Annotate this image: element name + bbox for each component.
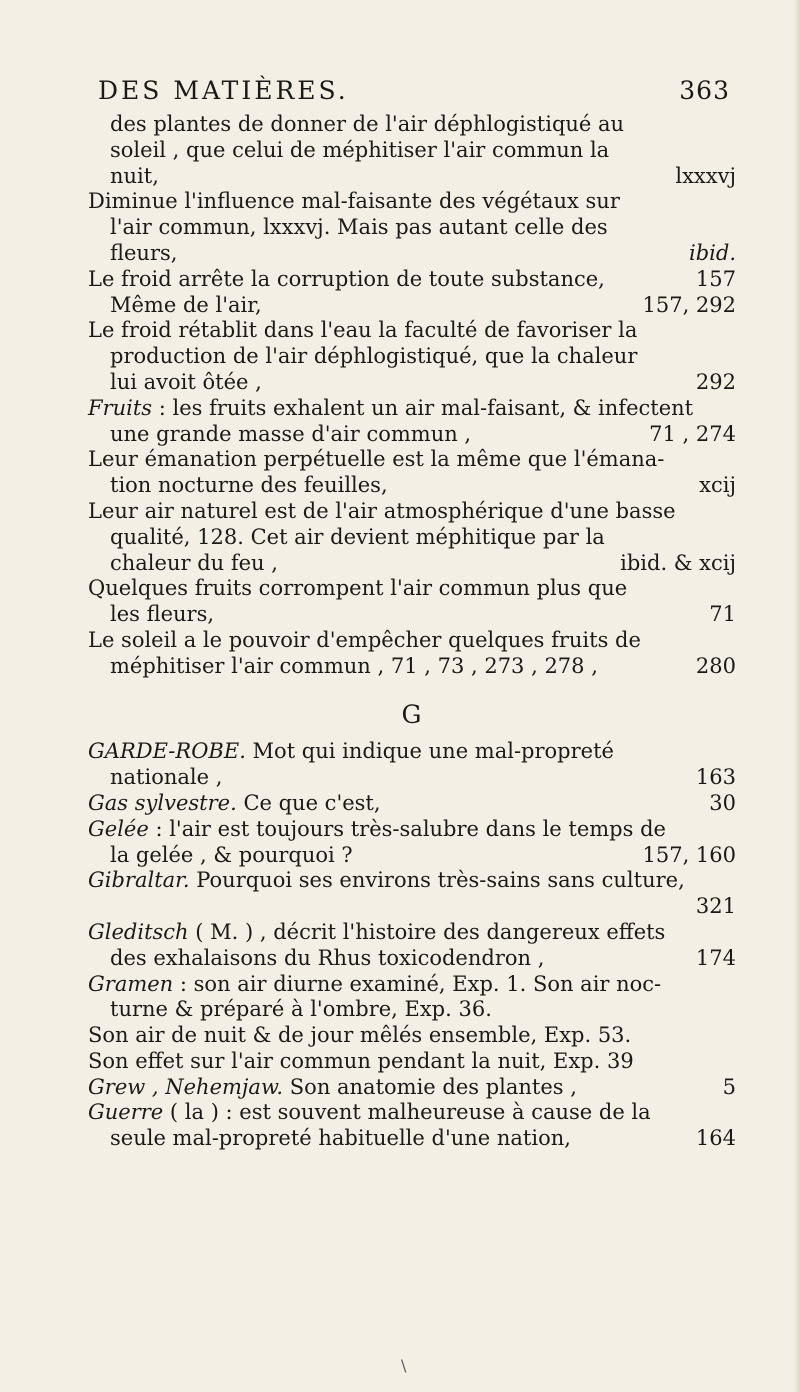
entry-keyword: Gibraltar. <box>88 868 190 893</box>
page-reference: 5 <box>722 1074 736 1099</box>
entry-text: Ce que c'est, <box>236 790 381 815</box>
index-entries <box>88 112 736 1152</box>
line-text: chaleur du feu , <box>110 550 278 575</box>
index-line <box>88 344 736 370</box>
page-reference: ibid. <box>689 240 736 265</box>
line-text: Son air de nuit & de jour mêlés ensemble, Exp. 53. <box>88 1023 632 1048</box>
entry-text: ( M. ) , décrit l'histoire des dangereux effets <box>188 919 666 944</box>
index-line <box>88 654 736 680</box>
index-line <box>88 318 736 344</box>
running-header <box>98 76 730 116</box>
line-text: production de l'air déphlogistiqué, que la chaleur <box>110 344 638 369</box>
index-line <box>88 602 736 628</box>
page-reference: 71 <box>709 602 736 627</box>
line-text: qualité, 128. Cet air devient méphitique par la <box>110 524 605 549</box>
index-line <box>88 791 736 817</box>
line-text: fleurs, <box>110 240 178 265</box>
line-text: seule mal-propreté habituelle d'une nation, <box>110 1126 571 1151</box>
line-text: Le soleil a le pouvoir d'empêcher quelques fruits de <box>88 627 641 652</box>
index-line <box>88 1100 736 1126</box>
line-text <box>88 396 693 422</box>
line-text <box>88 920 665 946</box>
index-line <box>88 765 736 791</box>
entry-keyword: Gelée <box>88 816 149 841</box>
line-text: nuit, <box>110 163 159 188</box>
index-line <box>88 997 736 1023</box>
entry-keyword: GARDE-ROBE. <box>88 739 246 764</box>
index-block-g <box>88 739 736 1152</box>
index-line <box>88 112 736 138</box>
index-line <box>88 422 736 448</box>
line-text: Le froid arrête la corruption de toute substance, <box>88 266 605 291</box>
index-line <box>88 189 736 215</box>
line-text: soleil , que celui de méphitiser l'air commun la <box>110 137 610 162</box>
index-line <box>88 1049 736 1075</box>
page-reference: xcij <box>699 473 736 498</box>
entry-keyword: Gleditsch <box>88 919 189 944</box>
line-text: Leur air naturel est de l'air atmosphérique d'une basse <box>88 498 676 523</box>
line-text: Leur émanation perpétuelle est la même que l'émana- <box>88 447 665 472</box>
index-line <box>88 396 736 422</box>
header-title: DES MATIÈRES. <box>98 76 349 105</box>
section-letter: G <box>401 699 423 729</box>
entry-text: : son air diurne examiné, Exp. 1. Son air noc- <box>173 971 662 996</box>
line-text: lui avoit ôtée , <box>110 369 262 394</box>
index-line <box>88 525 736 551</box>
index-line <box>88 894 736 920</box>
index-line <box>88 628 736 654</box>
page-reference: ibid. & xcij <box>620 550 736 575</box>
page-reference: 174 <box>695 945 736 970</box>
page-reference: 30 <box>709 790 736 815</box>
line-text <box>88 1075 577 1101</box>
entry-keyword: Guerre <box>88 1100 164 1125</box>
line-text <box>88 791 381 817</box>
page-reference: 280 <box>695 653 736 678</box>
page-reference: 292 <box>695 369 736 394</box>
page-reference: 164 <box>695 1126 736 1151</box>
line-text: Quelques fruits corrompent l'air commun plus que <box>88 576 628 601</box>
entry-text: Mot qui indique une mal-propreté <box>245 739 614 764</box>
index-line <box>88 972 736 998</box>
page-reference: 157 <box>695 266 736 291</box>
index-line <box>88 817 736 843</box>
page-reference: 71 , 274 <box>649 421 736 446</box>
line-text: méphitiser l'air commun , 71 , 73 , 273 , 278 , <box>110 653 598 678</box>
line-text <box>88 1100 651 1126</box>
index-line <box>88 293 736 319</box>
line-text: turne & préparé à l'ombre, Exp. 36. <box>110 997 492 1022</box>
index-line <box>88 241 736 267</box>
entry-keyword: Gramen <box>88 971 174 996</box>
line-text: une grande masse d'air commun , <box>110 421 472 446</box>
line-text: des exhalaisons du Rhus toxicodendron , <box>110 945 545 970</box>
line-text: la gelée , & pourquoi ? <box>110 842 353 867</box>
index-line <box>88 499 736 525</box>
entry-keyword: Fruits <box>88 395 153 420</box>
line-text: Le froid rétablit dans l'eau la faculté de favoriser la <box>88 318 638 343</box>
page-reference: 321 <box>695 894 736 919</box>
index-line <box>88 473 736 499</box>
line-text: des plantes de donner de l'air déphlogistiqué au <box>110 112 625 136</box>
line-text <box>88 868 685 894</box>
index-line <box>88 1023 736 1049</box>
page-number: 363 <box>679 76 730 105</box>
page-edge-shadow <box>794 0 800 1392</box>
index-line <box>88 920 736 946</box>
index-line <box>88 1126 736 1152</box>
entry-text: Pourquoi ses environs très-sains sans culture, <box>189 868 685 893</box>
index-line <box>88 739 736 765</box>
page-reference: 157, 160 <box>642 842 736 867</box>
index-line <box>88 946 736 972</box>
page-reference: 163 <box>695 765 736 790</box>
entry-text: ( la ) : est souvent malheureuse à cause de la <box>163 1100 651 1125</box>
entry-keyword: Grew , Nehemjaw. <box>88 1074 284 1099</box>
entry-text: : l'air est toujours très-salubre dans le temps de <box>148 816 666 841</box>
index-line <box>88 1075 736 1101</box>
line-text: Diminue l'influence mal-faisante des végétaux sur <box>88 189 620 214</box>
index-line <box>88 370 736 396</box>
line-text: nationale , <box>110 765 223 790</box>
index-line <box>88 138 736 164</box>
line-text <box>88 817 666 843</box>
line-text: les fleurs, <box>110 602 215 627</box>
index-line <box>88 447 736 473</box>
index-line <box>88 164 736 190</box>
page-reference: lxxxvj <box>675 163 736 188</box>
index-line <box>88 868 736 894</box>
entry-text: : les fruits exhalent un air mal-faisant, & infectent <box>152 395 694 420</box>
line-text: Son effet sur l'air commun pendant la nuit, Exp. 39 <box>88 1048 634 1073</box>
footer-mark: \ <box>401 1356 407 1375</box>
line-text: l'air commun, lxxxvj. Mais pas autant celle des <box>110 215 608 240</box>
index-line <box>88 267 736 293</box>
index-line <box>88 843 736 869</box>
entry-keyword: Gas sylvestre. <box>88 790 237 815</box>
line-text: Même de l'air, <box>110 292 262 317</box>
index-block-f <box>88 112 736 680</box>
entry-text: Son anatomie des plantes , <box>283 1074 577 1099</box>
index-line <box>88 551 736 577</box>
line-text: tion nocturne des feuilles, <box>110 473 388 498</box>
page-reference: 157, 292 <box>642 292 736 317</box>
line-text <box>88 739 614 765</box>
index-line <box>88 576 736 602</box>
line-text <box>88 972 661 998</box>
index-line <box>88 215 736 241</box>
